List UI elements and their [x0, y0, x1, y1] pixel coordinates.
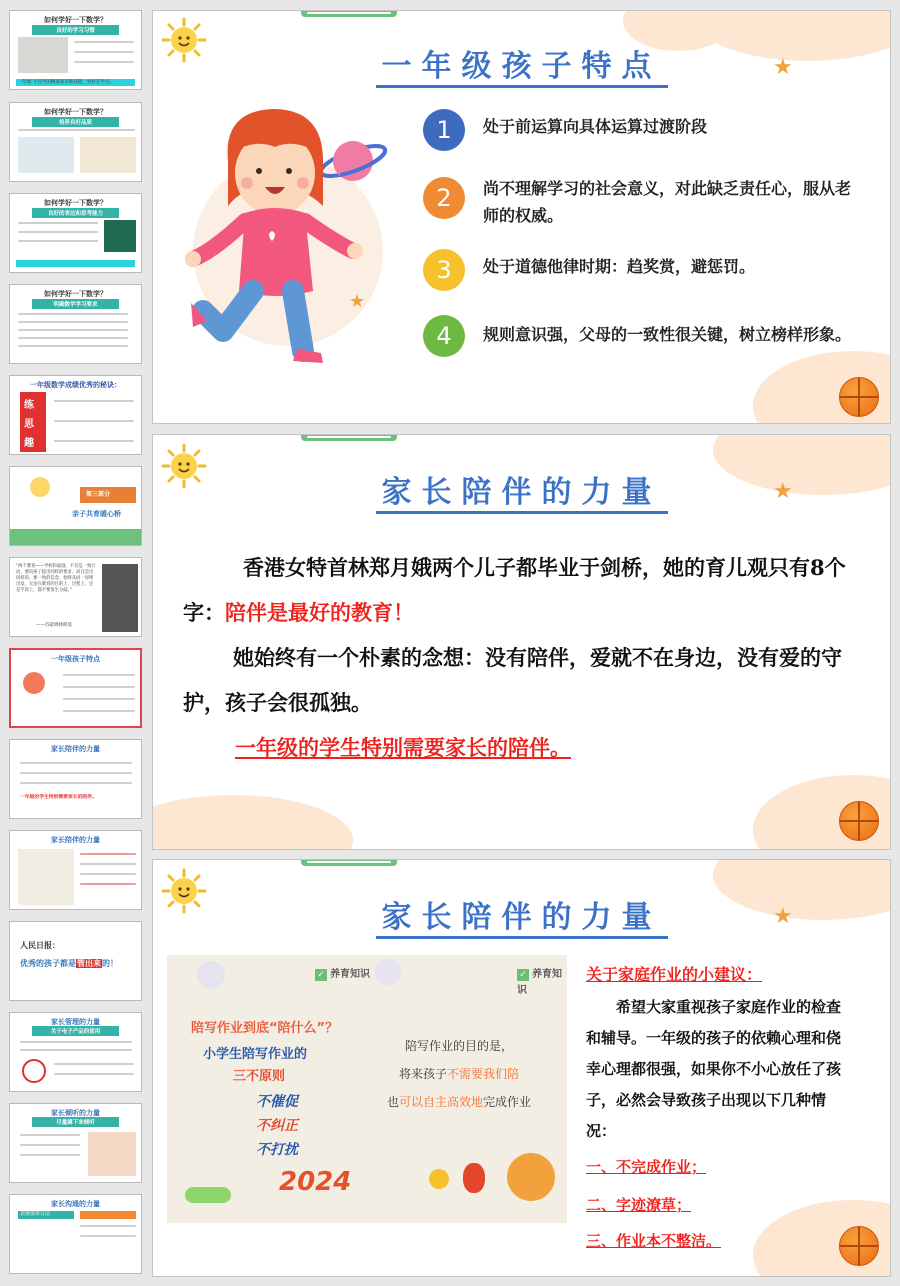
thumbnail-subtitle: 尽量蹲下来倾听 [32, 1117, 119, 1127]
year-badge: 2024 [279, 1167, 352, 1197]
thumbnail-footer-text: 一年级的学生特别需要家长的陪伴。 [20, 795, 97, 800]
thumbnail-text-line [63, 686, 135, 688]
slide-parent-companionship[interactable] [152, 434, 891, 850]
thumbnail-subtitle: 关于电子产品的使用 [32, 1026, 119, 1036]
slide-thumbnail-7[interactable] [9, 557, 142, 637]
slide-child-characteristics[interactable] [152, 10, 891, 424]
thumbnail-text-line [20, 762, 132, 764]
star-icon: ★ [349, 291, 366, 312]
gold-coin-icon [429, 1169, 449, 1189]
thumbnail-quote-author: ——苏霍姆林斯基 [36, 623, 72, 628]
slide-thumbnail-2[interactable] [9, 102, 142, 182]
number-badge: 1 [423, 109, 465, 151]
purpose-text: 完成作业 [483, 1095, 532, 1109]
thumbnail-text-line [80, 1225, 136, 1227]
slide-thumbnail-10[interactable] [9, 830, 142, 910]
characteristic-text: 处于道德他律时期：趋奖赏，避惩罚。 [483, 257, 756, 276]
slide-title [153, 41, 890, 88]
principles-title: 三不原则 [233, 1069, 286, 1084]
number-badge: 3 [423, 249, 465, 291]
thumbnail-title: 一年级数学成绩优秀的秘诀： [30, 380, 121, 389]
thumbnail-text-line [63, 674, 135, 676]
homework-infographic [167, 955, 567, 1223]
tips-title: 关于家庭作业的小建议： [586, 965, 763, 984]
number-badge: 2 [423, 177, 465, 219]
purpose-emphasis: 可以自主高效地 [398, 1095, 483, 1109]
thumbnail-subtitle: 培养良好品质 [32, 117, 119, 127]
basketball-icon [839, 377, 879, 417]
thumbnail-footer-bar [16, 260, 135, 267]
slide-thumbnail-1[interactable] [9, 10, 142, 90]
thumbnail-footer-text: 一年级 不仅学的精准知识和技能，更好在学习。 [18, 80, 114, 85]
slide-thumbnail-6[interactable] [9, 466, 142, 546]
thumbnail-text-line [74, 41, 134, 43]
check-icon: ✓ [315, 969, 327, 981]
characteristic-item-1 [423, 109, 853, 149]
thumbnail-title: 如何学好一下数学？ [44, 107, 107, 116]
highlight-quote: 陪伴是最好的教育！ [225, 600, 414, 625]
purpose-line-2 [369, 1065, 549, 1082]
thumbnail-char: 思 [24, 419, 34, 430]
thumbnail-text-line [20, 1154, 80, 1156]
thumbnail-text-line [54, 440, 134, 442]
thumbnail-text-line [54, 1073, 134, 1075]
thumbnail-subtitle: 良好的表达和思考能力 [32, 208, 119, 218]
thumbnail-subtitle-bar [80, 1211, 136, 1219]
lantern-icon [463, 1163, 485, 1193]
rule-no-correcting: 不纠正 [256, 1118, 298, 1134]
slide-title-text: 一年级孩子特点 [376, 41, 668, 88]
child-doodle [197, 961, 225, 989]
thumbnail-char: 练 [24, 400, 34, 411]
thumbnail-title: 如何学好一下数学？ [44, 289, 107, 298]
slide-thumbnail-3[interactable] [9, 193, 142, 273]
slide-title [153, 467, 890, 514]
thumbnail-heading: 人民日报： [20, 941, 60, 950]
story-paragraph [183, 545, 860, 635]
green-sticker [185, 1187, 231, 1203]
decorative-tab [301, 11, 397, 17]
characteristic-item-2 [423, 177, 853, 237]
characteristic-text: 尚不理解学习的社会意义，对此缺乏责任心，服从老师的权威。 [483, 179, 852, 225]
thumbnail-text-line [54, 420, 134, 422]
star-icon: ★ [773, 55, 793, 80]
thumbnail-text-line [80, 853, 136, 855]
thumbnail-text-line [20, 772, 132, 774]
thumbnail-text-line [63, 710, 135, 712]
thumbnail-text-line [80, 883, 136, 885]
tag-label [517, 965, 567, 996]
thumbnail-title: 家长沟通的力量 [51, 1199, 100, 1208]
decorative-tab [301, 435, 397, 441]
thumbnail-text-line [80, 873, 136, 875]
slide-thumbnail-8-selected[interactable] [9, 648, 142, 728]
tip-item-2: 二、字迹潦草； [586, 1196, 692, 1214]
girl-illustration [183, 91, 423, 391]
purpose-line-3 [369, 1093, 549, 1110]
conclusion-line [235, 725, 860, 770]
thumbnail-text-line [54, 1063, 134, 1065]
thumbnail-title: 家长倾听的力量 [51, 1108, 100, 1117]
thumbnail-grass [10, 529, 142, 546]
characteristic-item-3 [423, 249, 853, 289]
thumbnail-image [18, 849, 74, 905]
portrait-photo [102, 564, 138, 632]
no-phone-icon [22, 1059, 46, 1083]
thumbnail-title: 如何学好一下数学？ [44, 15, 107, 24]
slide-title-text: 家长陪伴的力量 [376, 892, 668, 939]
thumbnail-image [18, 37, 68, 73]
thumbnail-subtitle: 良好的学习习惯 [32, 25, 119, 35]
characteristic-item-4 [423, 315, 853, 375]
thumbnail-text-line [20, 782, 132, 784]
thumbnail-text-line [54, 400, 134, 402]
conclusion-text: 一年级的学生特别需要家长的陪伴。 [235, 735, 571, 760]
thumbnail-text-line [74, 51, 134, 53]
star-icon: ★ [773, 904, 793, 929]
rule-no-disturbing: 不打扰 [256, 1142, 298, 1158]
slide-thumbnail-5[interactable] [9, 375, 142, 455]
thumbnail-text-line [80, 1235, 136, 1237]
slide-thumbnail-rail [0, 0, 150, 1286]
thumbnail-text-line [18, 345, 128, 347]
thumbnail-text-line [18, 231, 98, 233]
thumbnail-title: 家长陪伴的力量 [51, 744, 100, 753]
star-icon: ★ [773, 479, 793, 504]
thumbnail-subtitle: 亲子共育暖心桥 [72, 510, 121, 518]
thumbnail-text-line [18, 329, 128, 331]
dragon-mascot [507, 1153, 555, 1201]
thumbnail-char: 趣 [24, 438, 34, 449]
slide-thumbnail-9[interactable] [9, 739, 142, 819]
characteristic-text: 规则意识强，父母的一致性很关键，树立榜样形象。 [483, 325, 852, 344]
purpose-text: 将来孩子 [398, 1067, 447, 1081]
basketball-icon [839, 801, 879, 841]
thumbnail-highlight: 管出来 [77, 959, 101, 968]
thumbnail-title: 一年级孩子特点 [51, 654, 100, 663]
child-doodle [375, 959, 401, 985]
rule-no-rushing: 不催促 [256, 1094, 298, 1110]
cloud-decoration [152, 795, 353, 850]
thumbnail-text-line [18, 129, 135, 131]
slide-homework-companionship[interactable] [152, 859, 891, 1277]
thumbnail-title: 家长陪伴的力量 [51, 835, 100, 844]
thumbnail-text-line [20, 1144, 80, 1146]
thumbnail-line-start: 优秀的孩子都是 [20, 959, 76, 968]
thumbnail-line [20, 960, 118, 967]
purpose-emphasis: 不需要我们陪 [447, 1067, 520, 1081]
thumbnail-subtitle: 明确数学学习要求 [32, 299, 119, 309]
thumbnail-image [88, 1132, 136, 1176]
thumbnail-text-line [20, 1134, 80, 1136]
belief-paragraph: 她始终有一个朴素的念想：没有陪伴，爱就不在身边，没有爱的守护，孩子会很孤独。 [183, 645, 842, 715]
thumbnail-title: 家长管理的力量 [51, 1017, 100, 1026]
thumbnail-title: 如何学好一下数学？ [44, 198, 107, 207]
thumbnail-text-line [74, 61, 134, 63]
infographic-question: 陪写作业到底“陪什么”？ [191, 1021, 339, 1036]
tip-item-3: 三、作业本不整洁。 [586, 1232, 722, 1250]
slide-title [153, 892, 890, 939]
thumbnail-girl-figure [23, 672, 45, 694]
thumbnail-text-line [18, 321, 128, 323]
slide-thumbnail-11[interactable] [9, 921, 142, 1001]
thumbnail-image [104, 220, 136, 252]
basketball-icon [839, 1226, 879, 1266]
characteristic-text: 处于前运算向具体运算过渡阶段 [483, 117, 708, 136]
thumbnail-text-line [20, 1049, 132, 1051]
thumbnail-text-line [18, 337, 128, 339]
thumbnail-image [18, 137, 74, 173]
purpose-line-1: 陪写作业的目的是， [404, 1039, 513, 1053]
decorative-tab [301, 860, 397, 866]
thumbnail-section-label: 第三部分 [86, 491, 111, 498]
sun-icon [30, 477, 50, 497]
slide-thumbnail-4[interactable] [9, 284, 142, 364]
story-text: 香港女特首林郑月娥两个儿子都毕业于剑桥，她的育儿观只有8个字： [183, 555, 846, 625]
purpose-text: 也 [386, 1095, 399, 1109]
thumbnail-line-end: 的！ [102, 959, 118, 968]
thumbnail-text-line [18, 240, 98, 242]
infographic-subtitle: 小学生陪写作业的 [203, 1047, 308, 1062]
slide-thumbnail-14[interactable] [9, 1194, 142, 1274]
thumbnail-text-line [63, 698, 135, 700]
tag-text: 养育知识 [330, 969, 370, 980]
slide-thumbnail-12[interactable] [9, 1012, 142, 1092]
thumbnail-text-line [20, 1041, 132, 1043]
number-badge: 4 [423, 315, 465, 357]
tip-item-1: 一、不完成作业； [586, 1158, 707, 1176]
slide-title-text: 家长陪伴的力量 [376, 467, 668, 514]
tag-text: 养育知识 [517, 969, 562, 996]
thumbnail-subtitle: 表扬要讲方法 [20, 1211, 51, 1217]
check-icon: ✓ [517, 969, 529, 981]
thumbnail-text-line [80, 863, 136, 865]
tag-label [315, 965, 370, 981]
tips-body: 希望大家重视孩子家庭作业的检查和辅导。一年级的孩子的依赖心理和侥幸心理都很强，如果你不小心放任了孩子，必然会导致孩子出现以下几种情况： [586, 998, 842, 1140]
thumbnail-text-line [18, 313, 128, 315]
slide-thumbnail-13[interactable] [9, 1103, 142, 1183]
thumbnail-image [80, 137, 136, 173]
thumbnail-text-line [18, 222, 98, 224]
thumbnail-quote: “两个教育——学校和家庭。不仅是一致行动、要向孩子提出同样的要求，而且是出同样的、要一致的信念、始终从同一原则出发，无论在教育的目的上、过程上、还是手段上，都不要发生分歧。” [16, 564, 96, 593]
